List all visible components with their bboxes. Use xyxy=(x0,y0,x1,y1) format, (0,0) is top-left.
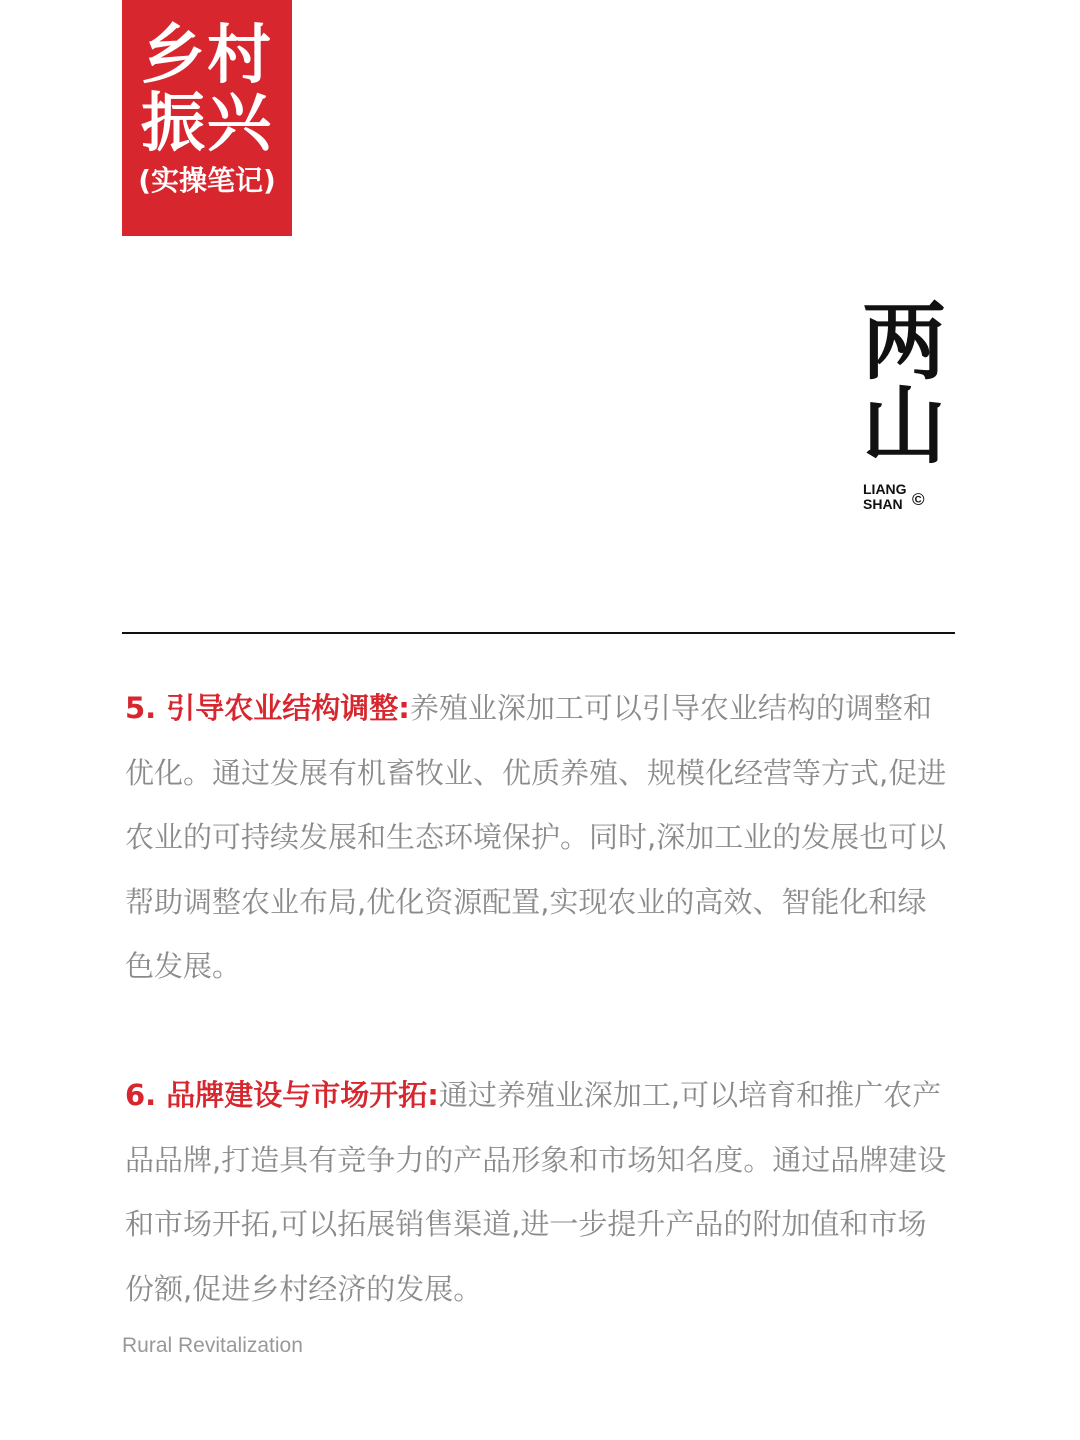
section-6-body: 通过养殖业深加工,可以培育和推广农产品品牌,打造具有竞争力的产品形象和市场知名度。通过品牌建设和市场开拓,可以拓展销售渠道,进一步提升产品的附加值和市场份额,促进乡村经济的发展。 xyxy=(125,1078,947,1306)
section-divider xyxy=(122,632,955,634)
logo-wordmark xyxy=(863,482,907,512)
badge-subtitle: (实操笔记) xyxy=(138,164,276,197)
badge-title-line-2: 振兴 xyxy=(141,87,273,161)
logo-char-liang: 两 xyxy=(862,292,947,391)
logo-wordmark-line-2: SHAN xyxy=(863,496,903,512)
logo-char-shan: 山 xyxy=(862,376,947,475)
copyright-icon: © xyxy=(912,490,925,509)
badge-title-line-1: 乡村 xyxy=(141,19,273,93)
section-5-body: 养殖业深加工可以引导农业结构的调整和优化。通过发展有机畜牧业、优质养殖、规模化经营等方式,促进农业的可持续发展和生态环境保护。同时,深加工业的发展也可以帮助调整农业布局,优化资源配置,实现农业的高效、智能化和绿色发展。 xyxy=(125,691,947,983)
liangshan-logo xyxy=(862,292,947,475)
section-6-heading: 6. 品牌建设与市场开拓: xyxy=(125,1078,439,1112)
footer-caption: Rural Revitalization xyxy=(122,1334,303,1357)
section-6-paragraph xyxy=(125,1063,955,1321)
logo-wordmark-line-1: LIANG xyxy=(863,481,907,497)
section-5-heading: 5. 引导农业结构调整: xyxy=(125,691,410,725)
section-5-paragraph xyxy=(125,676,955,999)
title-badge xyxy=(122,0,292,236)
